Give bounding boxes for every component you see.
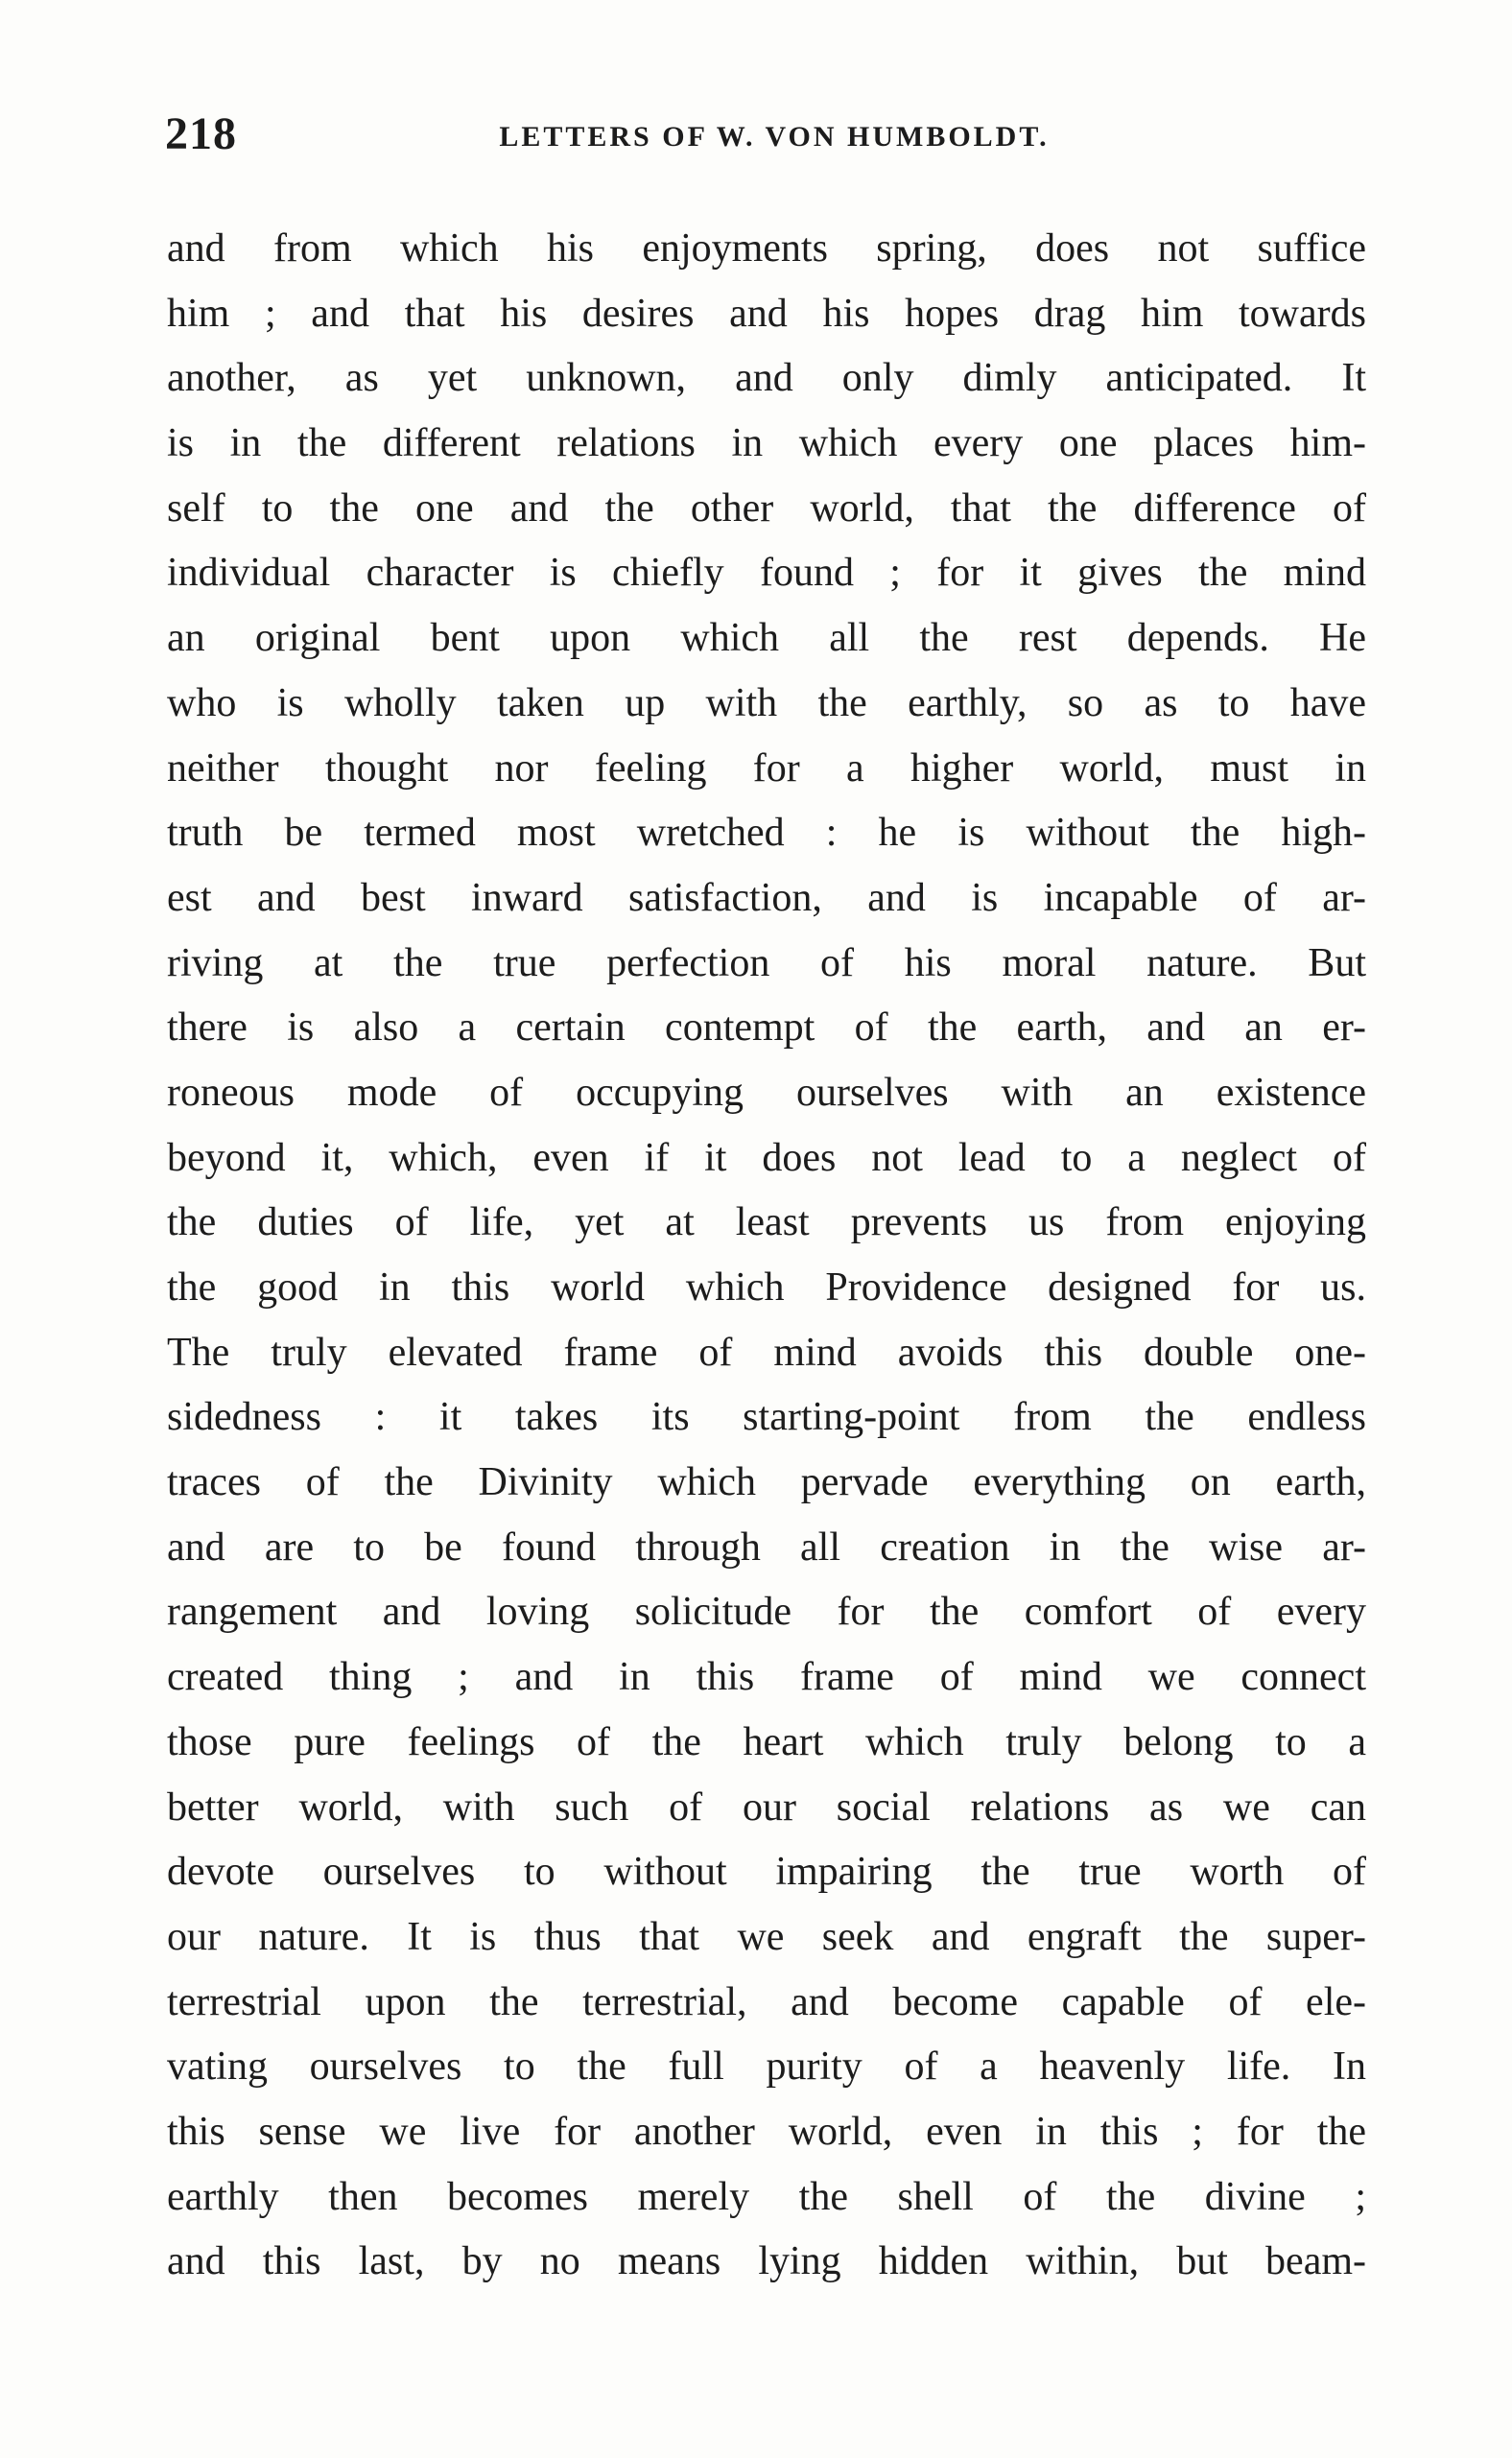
text-line: those pure feelings of the heart which truly belong to a xyxy=(167,1719,1366,1764)
page-number: 218 xyxy=(165,108,237,159)
text-line: and from which his enjoyments spring, does not suffice xyxy=(167,226,1366,271)
text-line: the good in this world which Providence designed for us. xyxy=(167,1265,1366,1310)
text-line: there is also a certain contempt of the earth, and an er- xyxy=(167,1005,1366,1051)
text-line: and this last, by no means lying hidden within, but beam- xyxy=(167,2239,1366,2284)
text-line: earthly then becomes merely the shell of the divine ; xyxy=(167,2174,1366,2219)
text-line: rangement and loving solicitude for the comfort of every xyxy=(167,1590,1366,1635)
text-line: another, as yet unknown, and only dimly anticipated. It xyxy=(167,356,1366,401)
text-line: and are to be found through all creation in the wise ar- xyxy=(167,1524,1366,1570)
text-line: devote ourselves to without impairing the true worth of xyxy=(167,1850,1366,1895)
text-line: created thing ; and in this frame of mind we connect xyxy=(167,1655,1366,1700)
text-line: him ; and that his desires and his hopes drag him towards xyxy=(167,291,1366,336)
text-line: an original bent upon which all the rest depends. He xyxy=(167,616,1366,661)
text-line: this sense we live for another world, even in this ; for the xyxy=(167,2109,1366,2154)
text-line: est and best inward satisfaction, and is incapable of ar- xyxy=(167,875,1366,920)
text-line: sidedness : it takes its starting-point from the endless xyxy=(167,1395,1366,1440)
text-line: our nature. It is thus that we seek and engraft the super- xyxy=(167,1914,1366,1959)
text-line: better world, with such of our social relations as we can xyxy=(167,1784,1366,1830)
running-title: LETTERS OF W. VON HUMBOLDT. xyxy=(499,121,1050,153)
text-line: terrestrial upon the terrestrial, and become capable of ele- xyxy=(167,1979,1366,2024)
text-line: roneous mode of occupying ourselves with an existence xyxy=(167,1070,1366,1115)
text-line: individual character is chiefly found ; for it gives the mind xyxy=(167,551,1366,596)
text-line: neither thought nor feeling for a higher world, must in xyxy=(167,745,1366,791)
text-line: truth be termed most wretched : he is without the high- xyxy=(167,811,1366,856)
running-head xyxy=(165,107,1364,165)
text-line: beyond it, which, even if it does not lead to a neglect of xyxy=(167,1135,1366,1180)
text-line: who is wholly taken up with the earthly, so as to have xyxy=(167,680,1366,725)
text-line: traces of the Divinity which pervade everything on earth, xyxy=(167,1460,1366,1505)
body-text xyxy=(167,217,1366,2295)
text-line: the duties of life, yet at least prevents us from enjoying xyxy=(167,1200,1366,1245)
text-line: self to the one and the other world, that the difference of xyxy=(167,485,1366,531)
text-line: is in the different relations in which every one places him- xyxy=(167,421,1366,466)
text-line: riving at the true perfection of his moral nature. But xyxy=(167,940,1366,985)
text-line: The truly elevated frame of mind avoids this double one- xyxy=(167,1330,1366,1375)
text-line: vating ourselves to the full purity of a heavenly life. In xyxy=(167,2044,1366,2090)
